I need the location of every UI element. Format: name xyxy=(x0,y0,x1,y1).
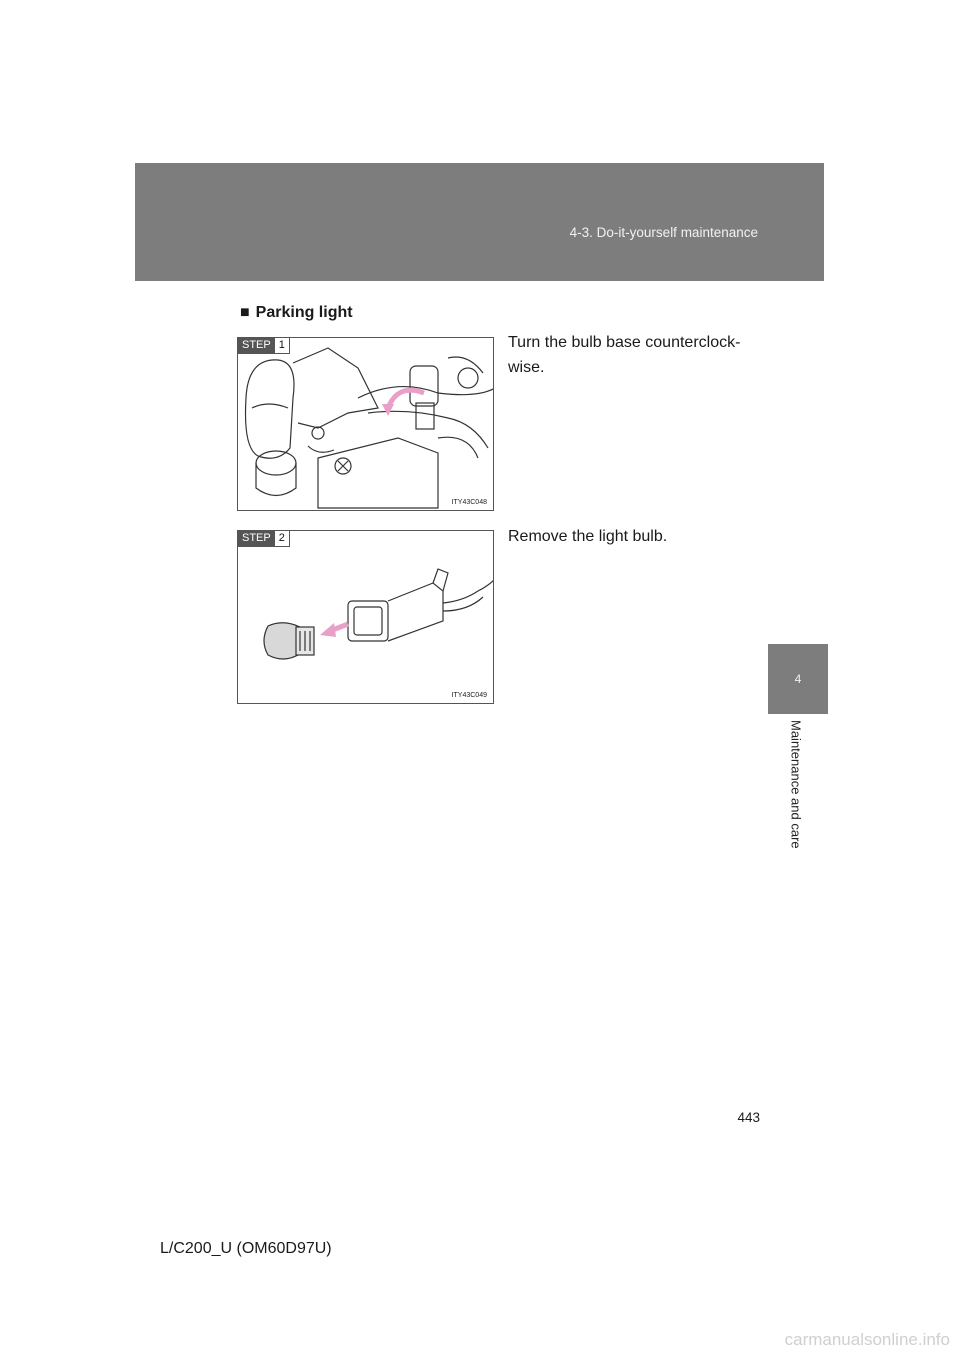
section-title: Parking light xyxy=(255,304,353,321)
step-1-figure xyxy=(237,337,494,511)
header-section-title: 4-3. Do-it-yourself maintenance xyxy=(569,225,758,240)
chapter-title: Maintenance and care xyxy=(788,720,804,849)
arrow-head-icon xyxy=(382,404,394,416)
header-band xyxy=(135,163,824,281)
chapter-number: 4 xyxy=(794,672,802,686)
step-number: 2 xyxy=(278,532,285,544)
step-number: 1 xyxy=(278,339,285,351)
arrow-head-icon xyxy=(320,623,336,637)
bulb-removal-illustration xyxy=(238,531,494,704)
step-badge xyxy=(238,531,290,547)
section-heading xyxy=(240,304,353,322)
chapter-title-vertical xyxy=(786,720,806,870)
step-2-figure xyxy=(237,530,494,704)
document-code: L/C200_U (OM60D97U) xyxy=(160,1240,332,1257)
step-2-instruction: Remove the light bulb. xyxy=(508,528,668,545)
step-badge xyxy=(238,338,290,354)
chapter-tab xyxy=(768,644,828,714)
step-label: STEP xyxy=(238,531,275,546)
engine-bay-illustration xyxy=(238,338,494,511)
step-1-instruction: Turn the bulb base counterclock-wise. xyxy=(508,334,741,376)
step-label: STEP xyxy=(238,338,275,353)
rotation-arrow xyxy=(388,390,424,408)
watermark: carmanualsonline.info xyxy=(784,1330,950,1349)
square-bullet-icon: ■ xyxy=(240,304,250,321)
page-number: 443 xyxy=(737,1110,760,1125)
figure-code: ITY43C048 xyxy=(451,499,487,506)
figure-code: ITY43C049 xyxy=(451,692,487,699)
